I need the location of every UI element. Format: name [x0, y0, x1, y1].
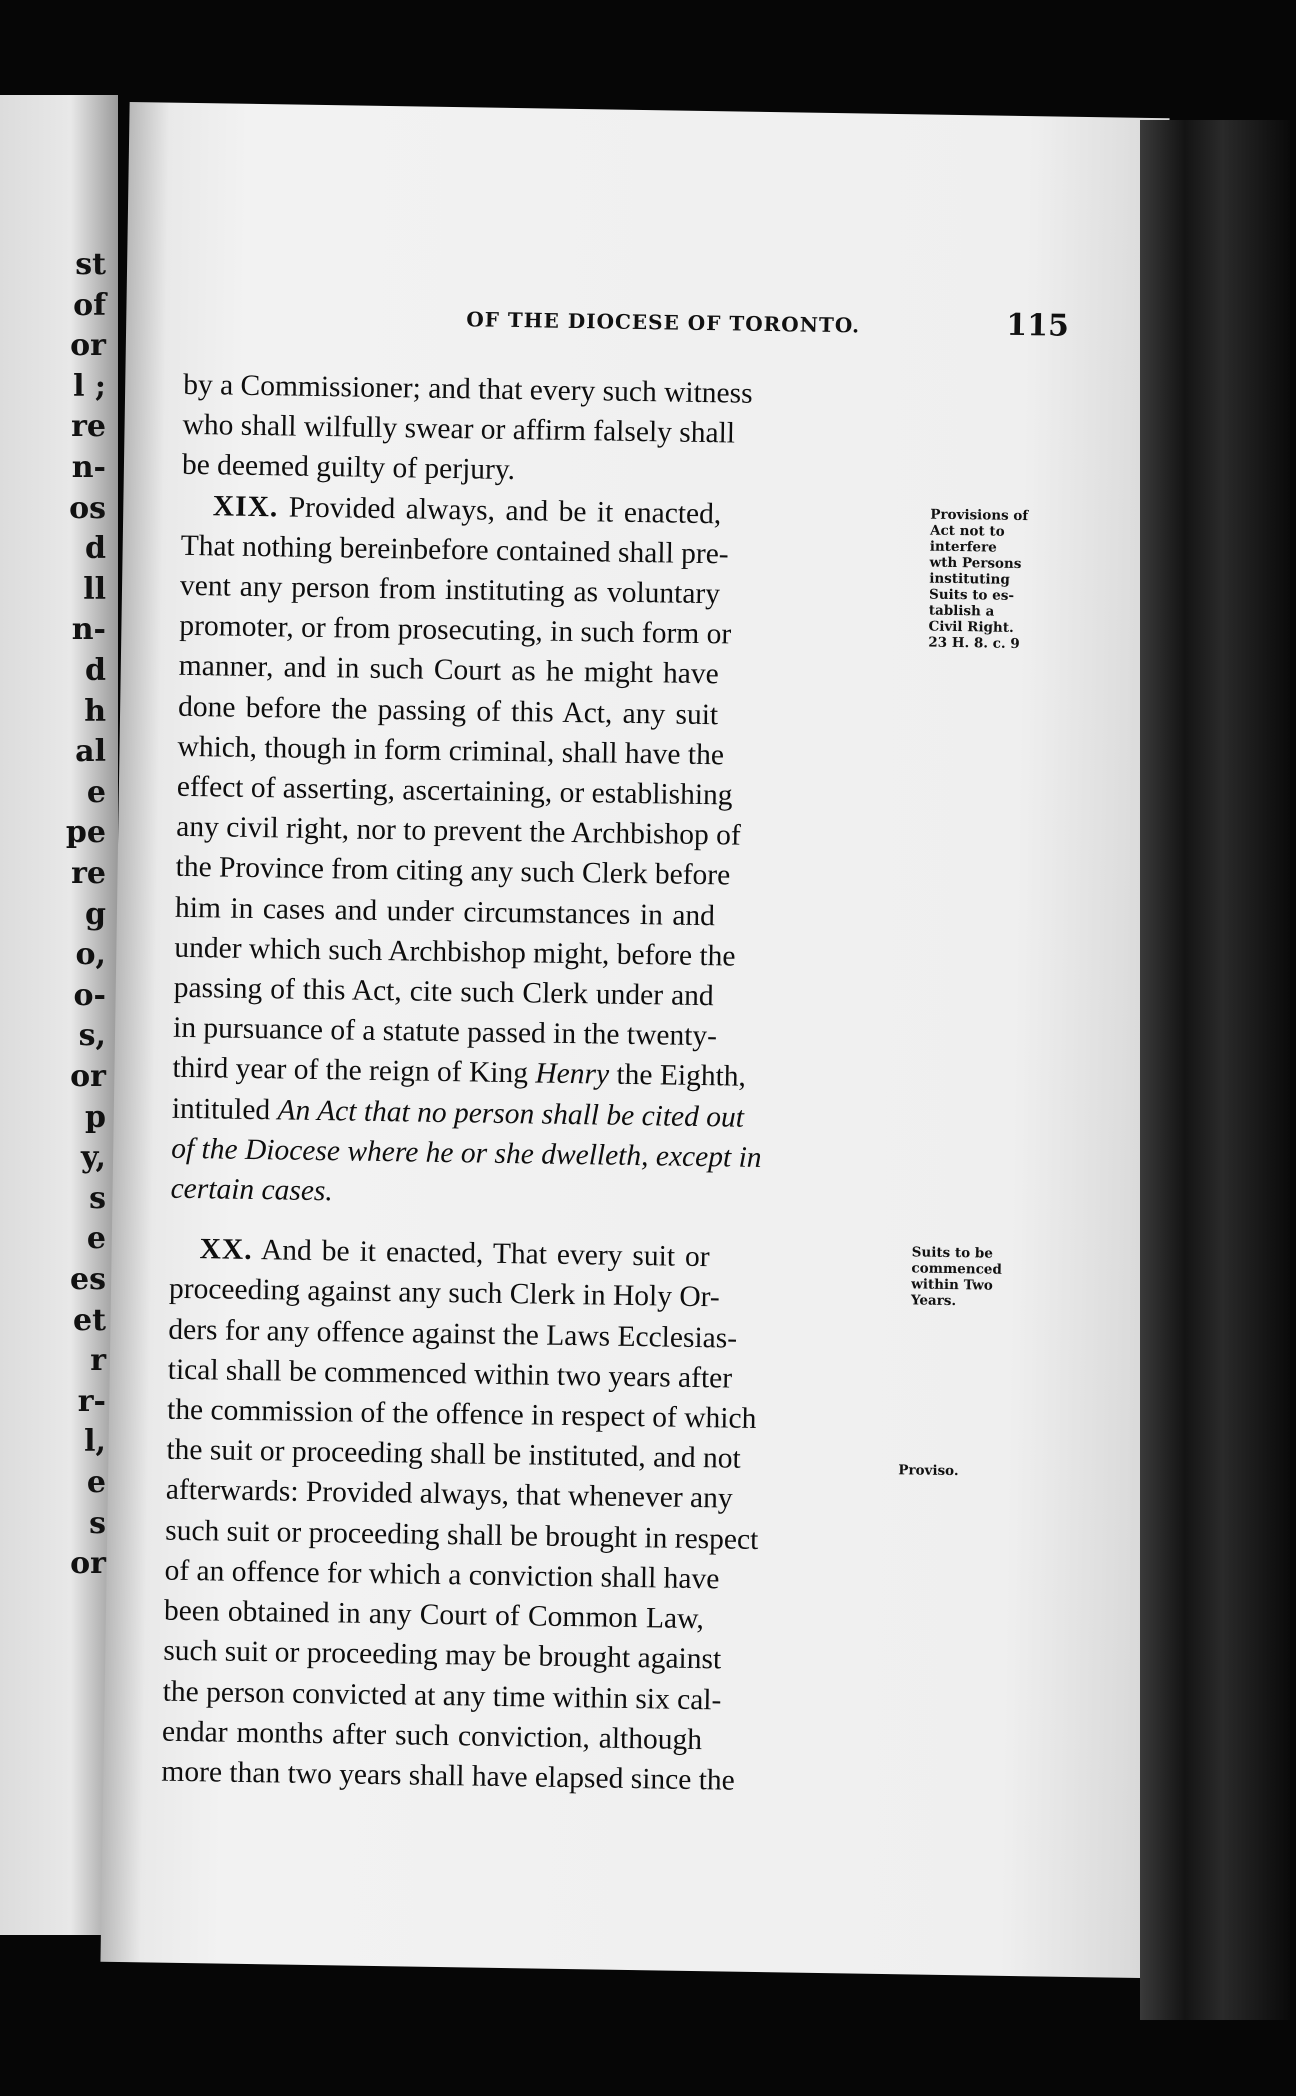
running-head: OF THE DIOCESE OF TORONTO. — [466, 307, 861, 338]
marginal-line: commenced — [911, 1260, 1003, 1278]
text-line: him in cases and under circumstances in and — [174, 891, 716, 932]
facing-page-line-end: d — [85, 531, 106, 567]
marginal-line: within Two — [911, 1276, 993, 1294]
text-line: ders for any offence against the Laws Ecclesias- — [168, 1313, 738, 1355]
marginal-line: 23 H. 8. c. 9 — [928, 634, 1020, 652]
text-line: such suit or proceeding may be brought against — [163, 1634, 722, 1676]
facing-page-line-end: l, — [84, 1424, 106, 1460]
page-edge-shadow — [1140, 120, 1290, 2020]
marginal-line: Suits to be — [911, 1244, 994, 1262]
section-number: XIX. — [212, 489, 279, 523]
facing-page-line-end: y, — [80, 1140, 106, 1176]
text-line: tical shall be commenced within two years after — [167, 1353, 733, 1395]
text-line: been obtained in any Court of Common Law, — [163, 1594, 705, 1636]
facing-page-line-end: o, — [75, 937, 106, 973]
text-line: afterwards: Provided always, that whenever any — [165, 1474, 733, 1516]
marginal-note-19 — [928, 507, 1028, 653]
facing-page-line-end: or — [70, 1059, 106, 1094]
facing-page-line-end: r — [90, 1343, 106, 1379]
text-line: That nothing bereinbefore contained shall pre- — [180, 529, 729, 571]
facing-page-line-end: es — [70, 1262, 106, 1297]
text-line: effect of asserting, ascertaining, or establishing — [176, 770, 733, 812]
book-page — [100, 102, 1169, 1978]
facing-page-line-end: s — [89, 1180, 106, 1216]
marginal-line: wth Persons — [929, 554, 1022, 573]
marginal-line: Provisions of — [930, 506, 1029, 525]
facing-page-line-end: os — [69, 490, 106, 526]
text-line: by a Commissioner; and that every such witness — [182, 368, 753, 410]
text-line: under which such Archbishop might, before the — [174, 931, 736, 973]
text-line: the Province from citing any such Clerk before — [175, 851, 731, 892]
text-line: vent any person from instituting as voluntary — [179, 569, 721, 611]
text-line: manner, and in such Court as he might have — [178, 650, 719, 691]
body-text — [161, 365, 762, 1800]
facing-page-line-end: n- — [71, 450, 106, 485]
facing-page-line-end: s, — [78, 1018, 106, 1054]
facing-page-line-end: et — [73, 1302, 106, 1338]
marginal-line: tablish a — [928, 602, 995, 620]
act-title: certain cases. — [170, 1172, 334, 1208]
text-line: such suit or proceeding shall be brought in respect — [164, 1514, 759, 1556]
facing-page-line-end: al — [75, 734, 106, 770]
section-text: And be it enacted, That every suit or — [252, 1234, 710, 1274]
text-line: be deemed guilty of perjury. — [181, 449, 516, 487]
text-line: passing of this Act, cite such Clerk under and — [173, 971, 714, 1013]
text-line: endar months after such conviction, although — [161, 1715, 703, 1756]
facing-page-line-end: l ; — [73, 368, 106, 404]
text-line: the commission of the offence in respect of which — [166, 1393, 757, 1436]
facing-page-line-end: e — [86, 1465, 106, 1500]
facing-page-line-end: h — [84, 693, 106, 729]
marginal-line: Act not to — [929, 522, 1005, 540]
text-line: more than two years shall have elapsed since the — [161, 1755, 736, 1797]
text-line: the person convicted at any time within six cal- — [162, 1675, 722, 1716]
facing-page-line-end: st — [75, 247, 106, 282]
text-fragment: intituled — [171, 1092, 278, 1127]
marginal-line: Years. — [910, 1292, 957, 1310]
facing-page-line-end: e — [86, 1221, 106, 1257]
marginal-line: Civil Right. — [928, 618, 1014, 636]
text-line: which, though in form criminal, shall have the — [177, 730, 725, 772]
marginal-line: interfere — [929, 538, 997, 556]
facing-page — [0, 95, 118, 1935]
king-name: Henry — [535, 1057, 610, 1092]
text-line: in pursuance of a statute passed in the twenty- — [172, 1011, 718, 1053]
text-line: proceeding against any such Clerk in Holy Or- — [168, 1273, 720, 1314]
facing-page-line-end: p — [85, 1099, 106, 1135]
facing-page-line-end: pe — [65, 815, 106, 851]
section-number: XX. — [199, 1233, 253, 1267]
facing-page-line-end: g — [85, 896, 106, 932]
marginal-line: instituting — [929, 570, 1010, 588]
text-line: promoter, or from prosecuting, in such form or — [179, 610, 732, 651]
act-title: An Act that no person shall be cited out — [277, 1094, 745, 1134]
marginal-line: Suits to es- — [928, 586, 1015, 604]
facing-page-line-end: or — [70, 1546, 106, 1582]
text-line: done before the passing of this Act, any suit — [177, 690, 719, 731]
marginal-note-20 — [911, 1244, 1002, 1309]
text-line: who shall wilfully swear or affirm falsely shall — [182, 409, 736, 450]
text-line: the suit or proceeding shall be instituted, and not — [166, 1433, 742, 1475]
facing-page-line-end: or — [70, 328, 106, 364]
facing-page-line-end: r- — [77, 1383, 106, 1419]
text-fragment: third year of the reign of King — [172, 1052, 536, 1090]
facing-page-line-end: ll — [83, 571, 106, 607]
marginal-note-proviso — [898, 1462, 959, 1479]
text-fragment: the Eighth, — [608, 1059, 747, 1094]
act-title: of the Diocese where he or she dwelleth, except in — [170, 1132, 762, 1174]
marginal-line: Proviso. — [898, 1462, 959, 1480]
facing-page-line-end: of — [73, 287, 106, 323]
facing-page-line-end: n- — [71, 612, 106, 648]
facing-page-line-end: d — [85, 653, 106, 688]
text-line: of an offence for which a conviction shall have — [164, 1554, 720, 1596]
facing-page-line-end: re — [71, 409, 106, 445]
facing-page-line-end: re — [71, 856, 106, 891]
section-text: Provided always, and be it enacted, — [278, 490, 722, 530]
text-line: any civil right, nor to prevent the Archbishop of — [176, 811, 741, 852]
page-number: 115 — [1005, 307, 1070, 344]
facing-page-line-end: o- — [73, 977, 106, 1013]
facing-page-line-end: e — [86, 774, 106, 810]
facing-page-line-end: s — [89, 1505, 106, 1541]
